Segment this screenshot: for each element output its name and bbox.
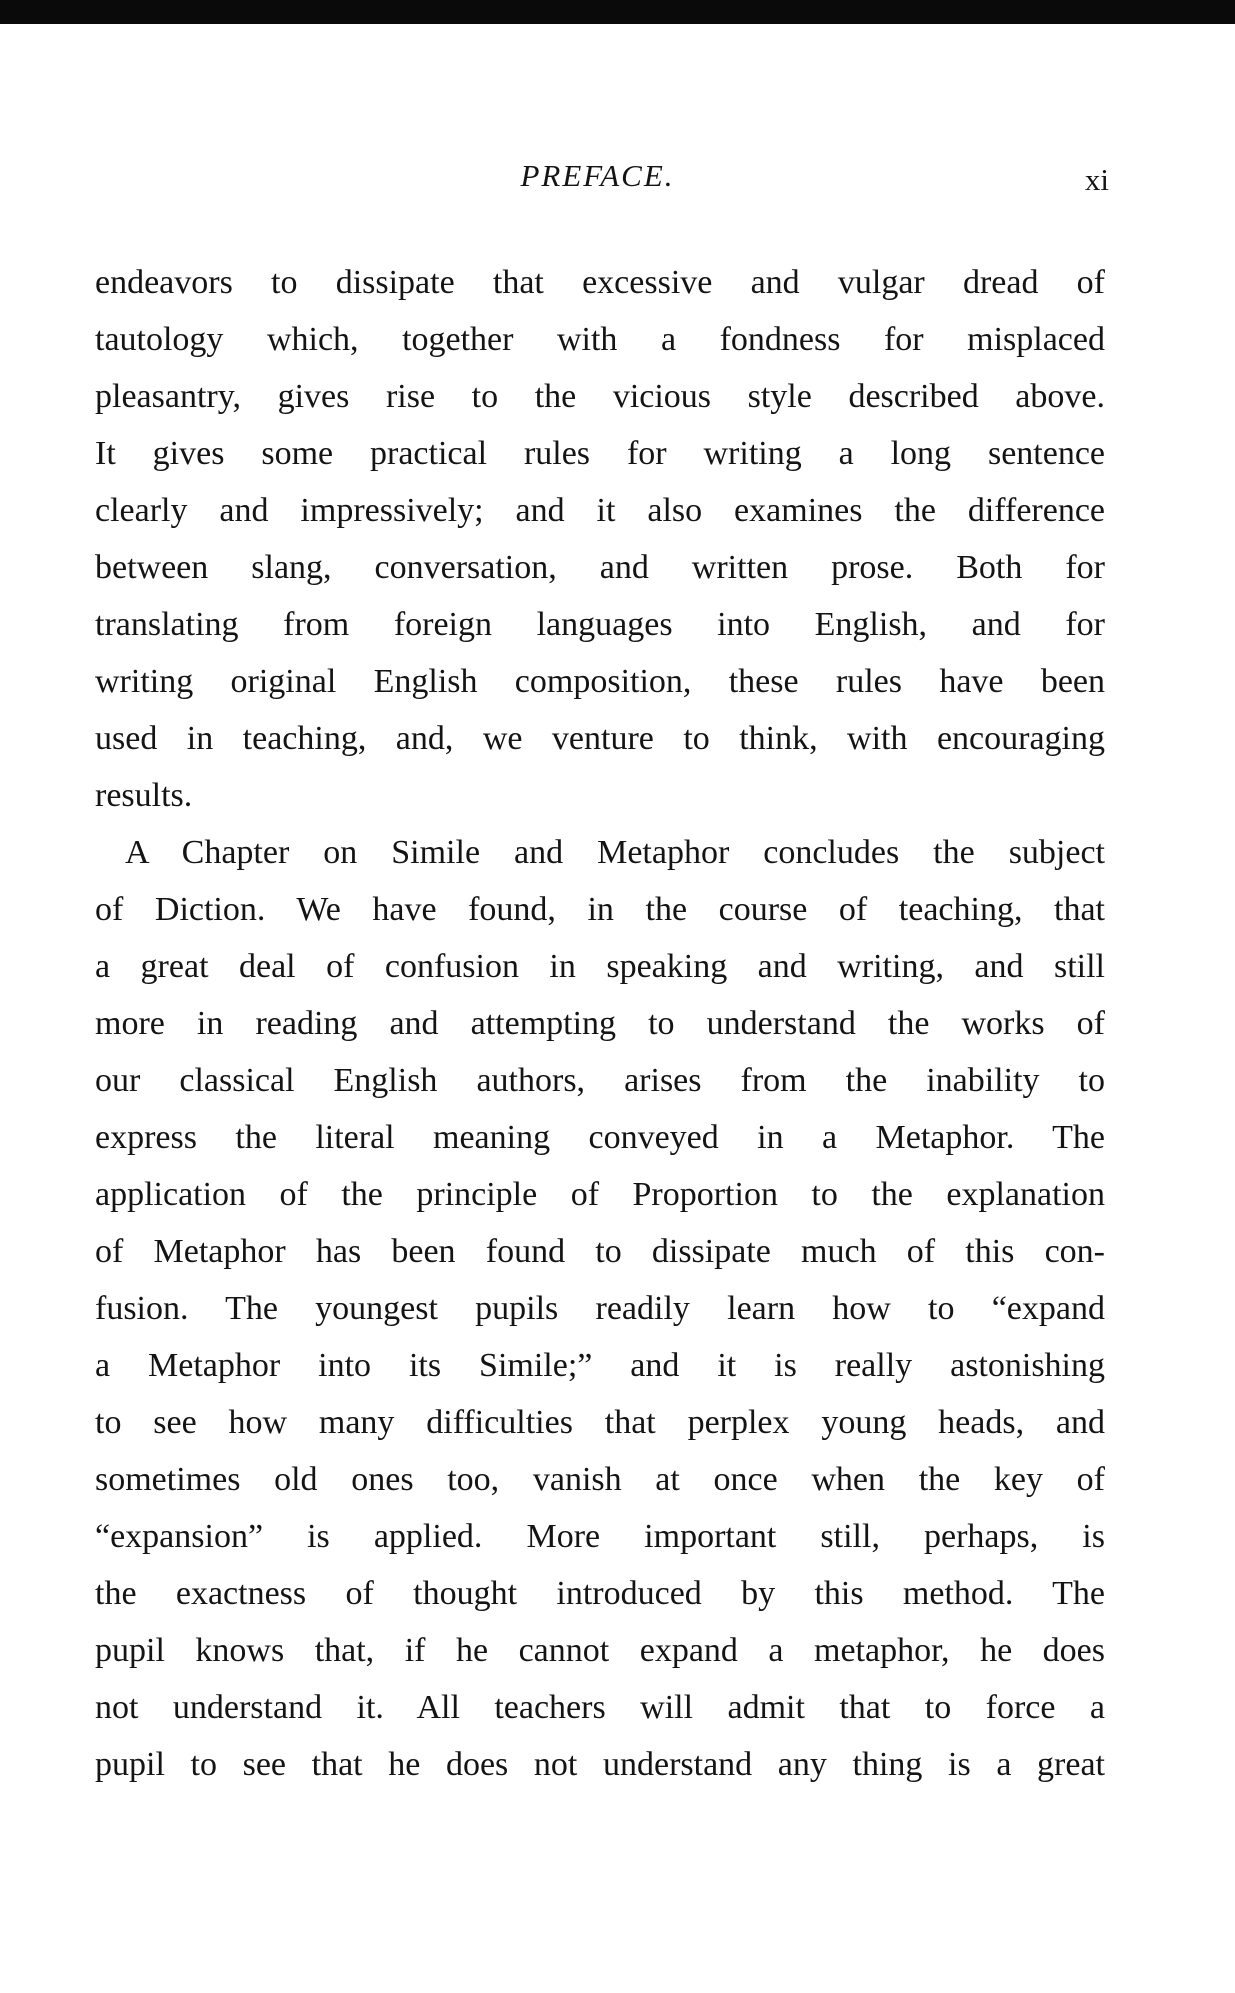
text-line: to see how many difficulties that perplex young heads, and (95, 1404, 1105, 1441)
text-line: more in reading and attempting to understand the works of (95, 1005, 1105, 1042)
text-line: “expansion” is applied. More important still, perhaps, is (95, 1518, 1105, 1555)
text-line: translating from foreign languages into English, and for (95, 606, 1105, 643)
text-line: used in teaching, and, we venture to think, with encouraging (95, 720, 1105, 757)
text-line: our classical English authors, arises from the inability to (95, 1062, 1105, 1099)
text-line: not understand it. All teachers will admit that to force a (95, 1689, 1105, 1726)
body-text (95, 254, 1105, 1793)
text-line: It gives some practical rules for writing a long sentence (95, 435, 1105, 472)
text-line: of Diction. We have found, in the course of teaching, that (95, 891, 1105, 928)
text-line: the exactness of thought introduced by this method. The (95, 1575, 1105, 1612)
text-line: pupil knows that, if he cannot expand a metaphor, he does (95, 1632, 1105, 1669)
text-line: pupil to see that he does not understand any thing is a great (95, 1746, 1105, 1783)
text-line: a Metaphor into its Simile;” and it is really astonishing (95, 1347, 1105, 1384)
text-line: of Metaphor has been found to dissipate much of this con- (95, 1233, 1105, 1270)
text-line: pleasantry, gives rise to the vicious style described above. (95, 378, 1105, 415)
text-line: results. (95, 777, 193, 814)
text-line: application of the principle of Proportion to the explanation (95, 1176, 1105, 1213)
text-line: fusion. The youngest pupils readily learn how to “expand (95, 1290, 1105, 1327)
page-number: xi (1084, 162, 1109, 197)
text-line: writing original English composition, these rules have been (95, 663, 1105, 700)
page-header (0, 158, 1235, 208)
scan-top-border (0, 0, 1235, 24)
text-line: express the literal meaning conveyed in a Metaphor. The (95, 1119, 1105, 1156)
text-line: a great deal of confusion in speaking and writing, and still (95, 948, 1105, 985)
text-line: tautology which, together with a fondness for misplaced (95, 321, 1105, 358)
text-line: endeavors to dissipate that excessive and vulgar dread of (95, 264, 1105, 301)
running-title: PREFACE. (520, 158, 675, 193)
text-line: sometimes old ones too, vanish at once when the key of (95, 1461, 1105, 1498)
text-line: between slang, conversation, and written prose. Both for (95, 549, 1105, 586)
text-line: clearly and impressively; and it also examines the difference (95, 492, 1105, 529)
text-line: A Chapter on Simile and Metaphor concludes the subject (125, 834, 1105, 871)
